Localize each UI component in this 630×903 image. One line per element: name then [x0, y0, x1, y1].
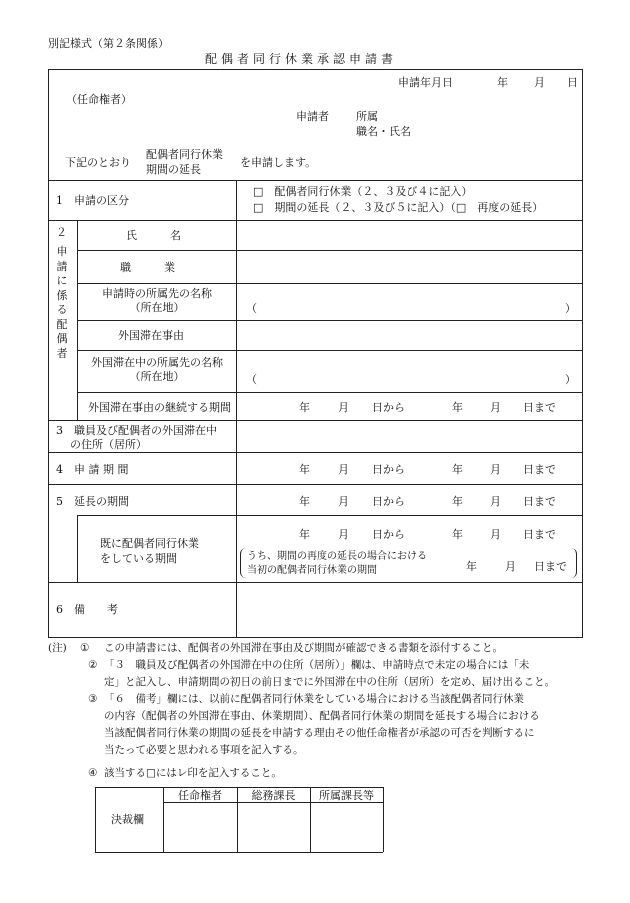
note-3-line-4: 当たって必要と思われる事項を記入する。: [104, 744, 304, 756]
note-3-mark: ③: [88, 693, 98, 705]
note-1: この申請書には、配偶者の外国滞在事由及び期間が確認できる書類を添付すること。: [104, 642, 503, 654]
extension-period-dates: [236, 495, 582, 509]
spouse-occupation-label: 職 業: [120, 261, 175, 274]
page-title: 配偶者同行休業承認申請書: [205, 52, 398, 66]
approval-col-appointer: 任命権者: [178, 789, 222, 802]
note-3-line-2: の内容（配偶者の外国滞在事由、休業期間）、配偶者同行休業の期間を延長する場合における: [104, 710, 540, 722]
date-to: 日まで: [523, 528, 556, 541]
request-option-extension: 期間の延長: [146, 163, 201, 176]
initial-period-dates: [236, 560, 582, 574]
date-month: 月: [534, 76, 545, 89]
note-3-line-3: 当該配偶者同行休業の期間の延長を申請する理由その他任命権者が承認の可否を判断するに: [104, 727, 535, 739]
approval-col-section-chief: 所属課長等: [319, 789, 374, 802]
spouse-workplace-label-2: （所在地）: [129, 300, 185, 314]
application-type-leave-checkbox[interactable]: □ 配偶者同行休業（２、３及び４に記入）: [253, 185, 473, 198]
application-type-label: 1 申請の区分: [56, 194, 129, 207]
date-year: 年: [452, 401, 463, 414]
date-year: 年: [299, 401, 310, 414]
affiliation-label: 所属: [356, 110, 378, 123]
extension-period-label: 5 延長の期間: [56, 495, 129, 508]
date-from: 日から: [372, 528, 405, 541]
date-year: 年: [299, 495, 310, 508]
spouse-name-label: 氏 名: [126, 229, 181, 242]
abroad-workplace-label-2: （所在地）: [129, 369, 185, 383]
date-day: 日: [567, 76, 578, 89]
date-month: 月: [505, 560, 516, 573]
note-4-mark: ④: [88, 767, 98, 779]
spouse-workplace-paren-open: （: [246, 302, 257, 315]
date-year: 年: [497, 76, 508, 89]
initial-period-note-1: うち、期間の再度の延長の場合における: [247, 551, 427, 562]
stay-period-dates: [236, 401, 582, 415]
address-abroad-label-2: の住所（居所）: [70, 438, 147, 451]
date-year: 年: [466, 560, 477, 573]
request-option-leave: 配偶者同行休業: [146, 148, 223, 161]
section-2-number: ２: [56, 226, 67, 239]
date-to: 日まで: [523, 495, 556, 508]
date-month: 月: [338, 463, 349, 476]
approval-col-general-affairs: 総務課長: [251, 789, 296, 802]
request-lead: 下記のとおり: [65, 156, 131, 169]
date-from: 日から: [372, 495, 405, 508]
date-to: 日まで: [534, 560, 567, 573]
appointer-label: （任命権者）: [66, 93, 132, 106]
note-4: 該当する□にはレ印を記入すること。: [104, 767, 282, 779]
date-year: 年: [299, 528, 310, 541]
note-2-mark: ②: [88, 659, 98, 671]
date-month: 月: [490, 495, 501, 508]
note-2-line-2: 定」と記入し、申請期間の初日の前日までに外国滞在中の住所（居所）を定め、届け出ること。: [104, 676, 556, 688]
date-month: 月: [338, 495, 349, 508]
spouse-workplace-paren-close: ）: [565, 302, 576, 315]
prior-leave-label-1: 既に配偶者同行休業: [100, 537, 199, 550]
form-label: 別記様式（第２条関係）: [48, 37, 169, 50]
application-date-label: 申請年月日: [398, 76, 453, 89]
date-from: 日から: [372, 401, 405, 414]
date-month: 月: [338, 401, 349, 414]
spouse-workplace-label-1: 申請時の所属先の名称: [102, 287, 212, 300]
date-year: 年: [452, 495, 463, 508]
date-from: 日から: [372, 463, 405, 476]
position-name-label: 職名・氏名: [356, 125, 411, 138]
date-year: 年: [452, 463, 463, 476]
spouse-workplace-label: [78, 287, 236, 315]
prior-leave-dates: [236, 528, 582, 542]
application-period-dates: [236, 463, 582, 477]
abroad-workplace-label-1: 外国滞在中の所属先の名称: [91, 356, 223, 369]
date-month: 月: [490, 463, 501, 476]
date-year: 年: [452, 528, 463, 541]
date-month: 月: [490, 528, 501, 541]
abroad-workplace-paren-close: ）: [565, 373, 576, 386]
application-period-label: 4 申 請 期 間: [56, 463, 129, 476]
abroad-workplace-label: [78, 356, 236, 384]
prior-leave-label-2: をしている期間: [100, 552, 177, 565]
initial-period-note-2: 当初の配偶者同行休業の期間: [247, 565, 377, 576]
date-to: 日まで: [523, 463, 556, 476]
address-abroad-label-1: 3 職員及び配偶者の外国滞在中: [56, 424, 217, 437]
note-2-line-1: 「３ 職員及び配偶者の外国滞在中の住所（居所）」欄は、申請時点で未定の場合には「未: [104, 659, 530, 671]
stay-reason-label: 外国滞在事由: [118, 329, 184, 342]
date-month: 月: [338, 528, 349, 541]
spouse-section-vertical-label: 申請に係る配偶者: [56, 245, 68, 360]
abroad-workplace-paren-open: （: [246, 373, 257, 386]
notes-prefix: (注): [48, 642, 67, 654]
remarks-label: 6 備 考: [56, 603, 118, 616]
note-1-mark: ①: [80, 642, 90, 654]
application-type-extension-checkbox[interactable]: □ 期間の延長（２、３及び５に記入）（□ 再度の延長）: [253, 201, 544, 214]
stay-period-label: 外国滞在事由の継続する期間: [88, 401, 231, 414]
date-to: 日まで: [523, 401, 556, 414]
approval-label: 決裁欄: [111, 813, 144, 826]
applicant-label: 申請者: [296, 110, 329, 123]
date-year: 年: [299, 463, 310, 476]
request-tail: を申請します。: [240, 156, 317, 169]
date-month: 月: [490, 401, 501, 414]
note-3-line-1: 「６ 備考」欄には、以前に配偶者同行休業をしている場合における当該配偶者同行休業: [104, 693, 524, 705]
